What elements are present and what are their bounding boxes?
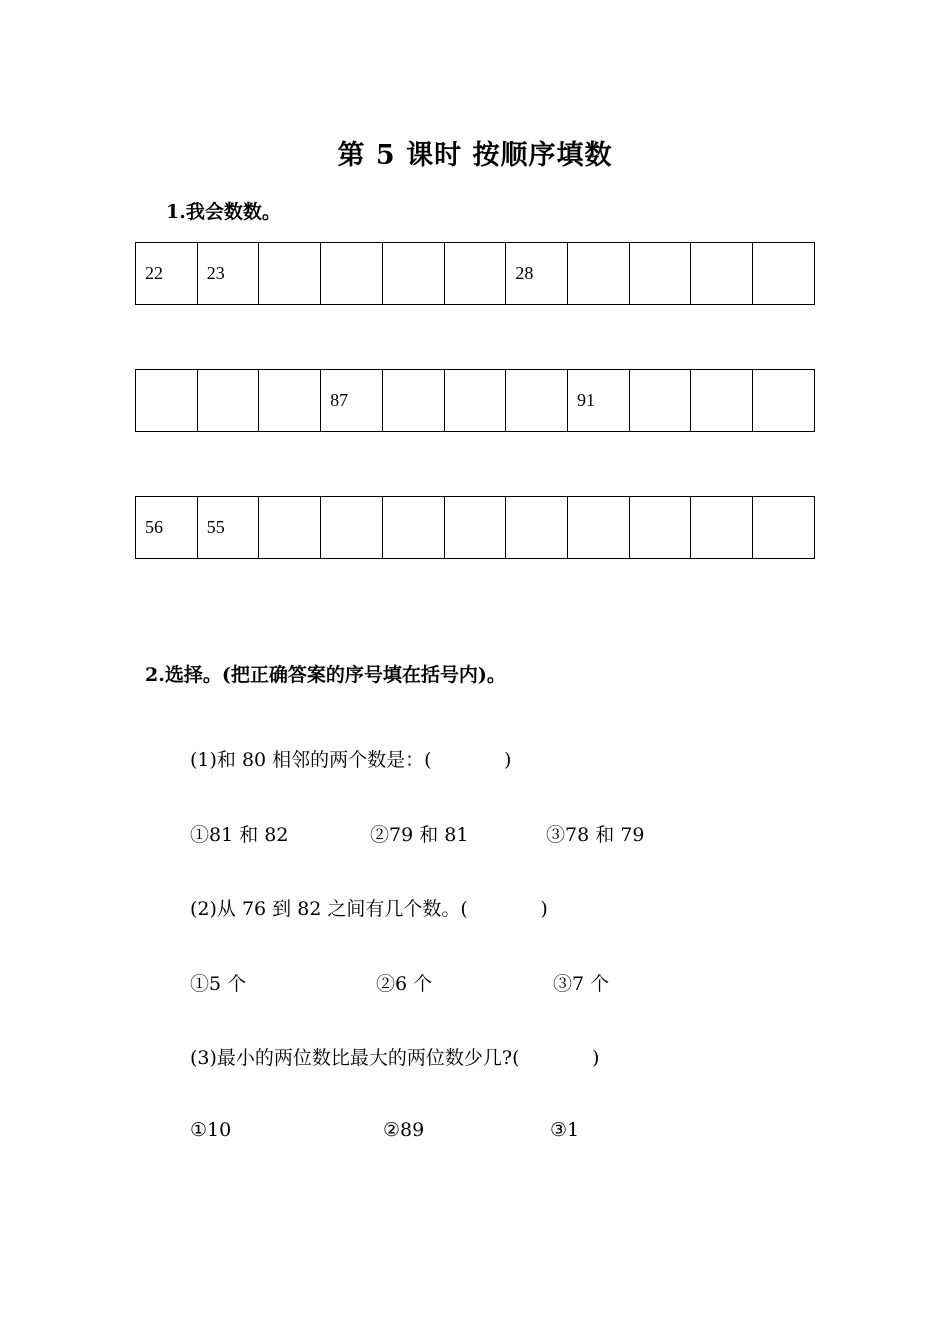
grid-cell[interactable]: [568, 243, 630, 305]
grid-cell[interactable]: [259, 370, 321, 432]
grid-cell[interactable]: [506, 497, 568, 559]
grid-cell[interactable]: [691, 497, 753, 559]
grid-cell[interactable]: [753, 497, 815, 559]
grid-cell[interactable]: [753, 243, 815, 305]
grid-cell[interactable]: 56: [136, 497, 198, 559]
grid-cell[interactable]: [382, 370, 444, 432]
question-3-option-3: ③1: [550, 1119, 580, 1141]
question-1-option-2: ②79 和 81: [370, 824, 469, 846]
grid-cell[interactable]: 91: [568, 370, 630, 432]
grid-cell[interactable]: 23: [197, 243, 259, 305]
grid-cell[interactable]: [259, 243, 321, 305]
number-grid-row-3: [135, 496, 815, 559]
grid-cell[interactable]: [629, 497, 691, 559]
page-title: 第 5 课时 按顺序填数: [337, 140, 613, 171]
grid-cell[interactable]: [444, 370, 506, 432]
grid-cell[interactable]: [382, 243, 444, 305]
question-1-option-1: ①81 和 82: [190, 824, 289, 846]
question-2-option-3: ③7 个: [553, 973, 610, 995]
grid-cell[interactable]: [382, 497, 444, 559]
question-3-text: (3)最小的两位数比最大的两位数少几?( ): [190, 1047, 600, 1069]
grid-cell[interactable]: [259, 497, 321, 559]
grid-cell[interactable]: [629, 370, 691, 432]
question-1-option-3: ③78 和 79: [546, 824, 645, 846]
question-2-option-1: ①5 个: [190, 973, 247, 995]
section-1-label: 1.我会数数。: [166, 201, 281, 223]
question-1-text: (1)和 80 相邻的两个数是：( ): [190, 749, 512, 771]
grid-cell[interactable]: [629, 243, 691, 305]
question-3-option-2: ②89: [383, 1119, 425, 1141]
grid-cell[interactable]: 28: [506, 243, 568, 305]
question-3-option-1: ①10: [190, 1119, 232, 1141]
grid-cell[interactable]: [568, 497, 630, 559]
grid-cell[interactable]: [197, 370, 259, 432]
question-2-option-2: ②6 个: [376, 973, 433, 995]
grid-cell[interactable]: 87: [321, 370, 383, 432]
grid-cell[interactable]: [691, 243, 753, 305]
grid-cell[interactable]: [444, 497, 506, 559]
grid-cell[interactable]: [753, 370, 815, 432]
number-grid-row-2: [135, 369, 815, 432]
grid-cell[interactable]: [321, 497, 383, 559]
grid-cell[interactable]: [691, 370, 753, 432]
grid-cell[interactable]: [444, 243, 506, 305]
question-2-text: (2)从 76 到 82 之间有几个数。( ): [190, 898, 548, 920]
grid-cell[interactable]: [506, 370, 568, 432]
number-grid-row-1: [135, 242, 815, 305]
grid-cell[interactable]: 55: [197, 497, 259, 559]
grid-cell[interactable]: [321, 243, 383, 305]
section-2-label: 2.选择。(把正确答案的序号填在括号内)。: [145, 664, 506, 686]
grid-cell[interactable]: 22: [136, 243, 198, 305]
grid-cell[interactable]: [136, 370, 198, 432]
